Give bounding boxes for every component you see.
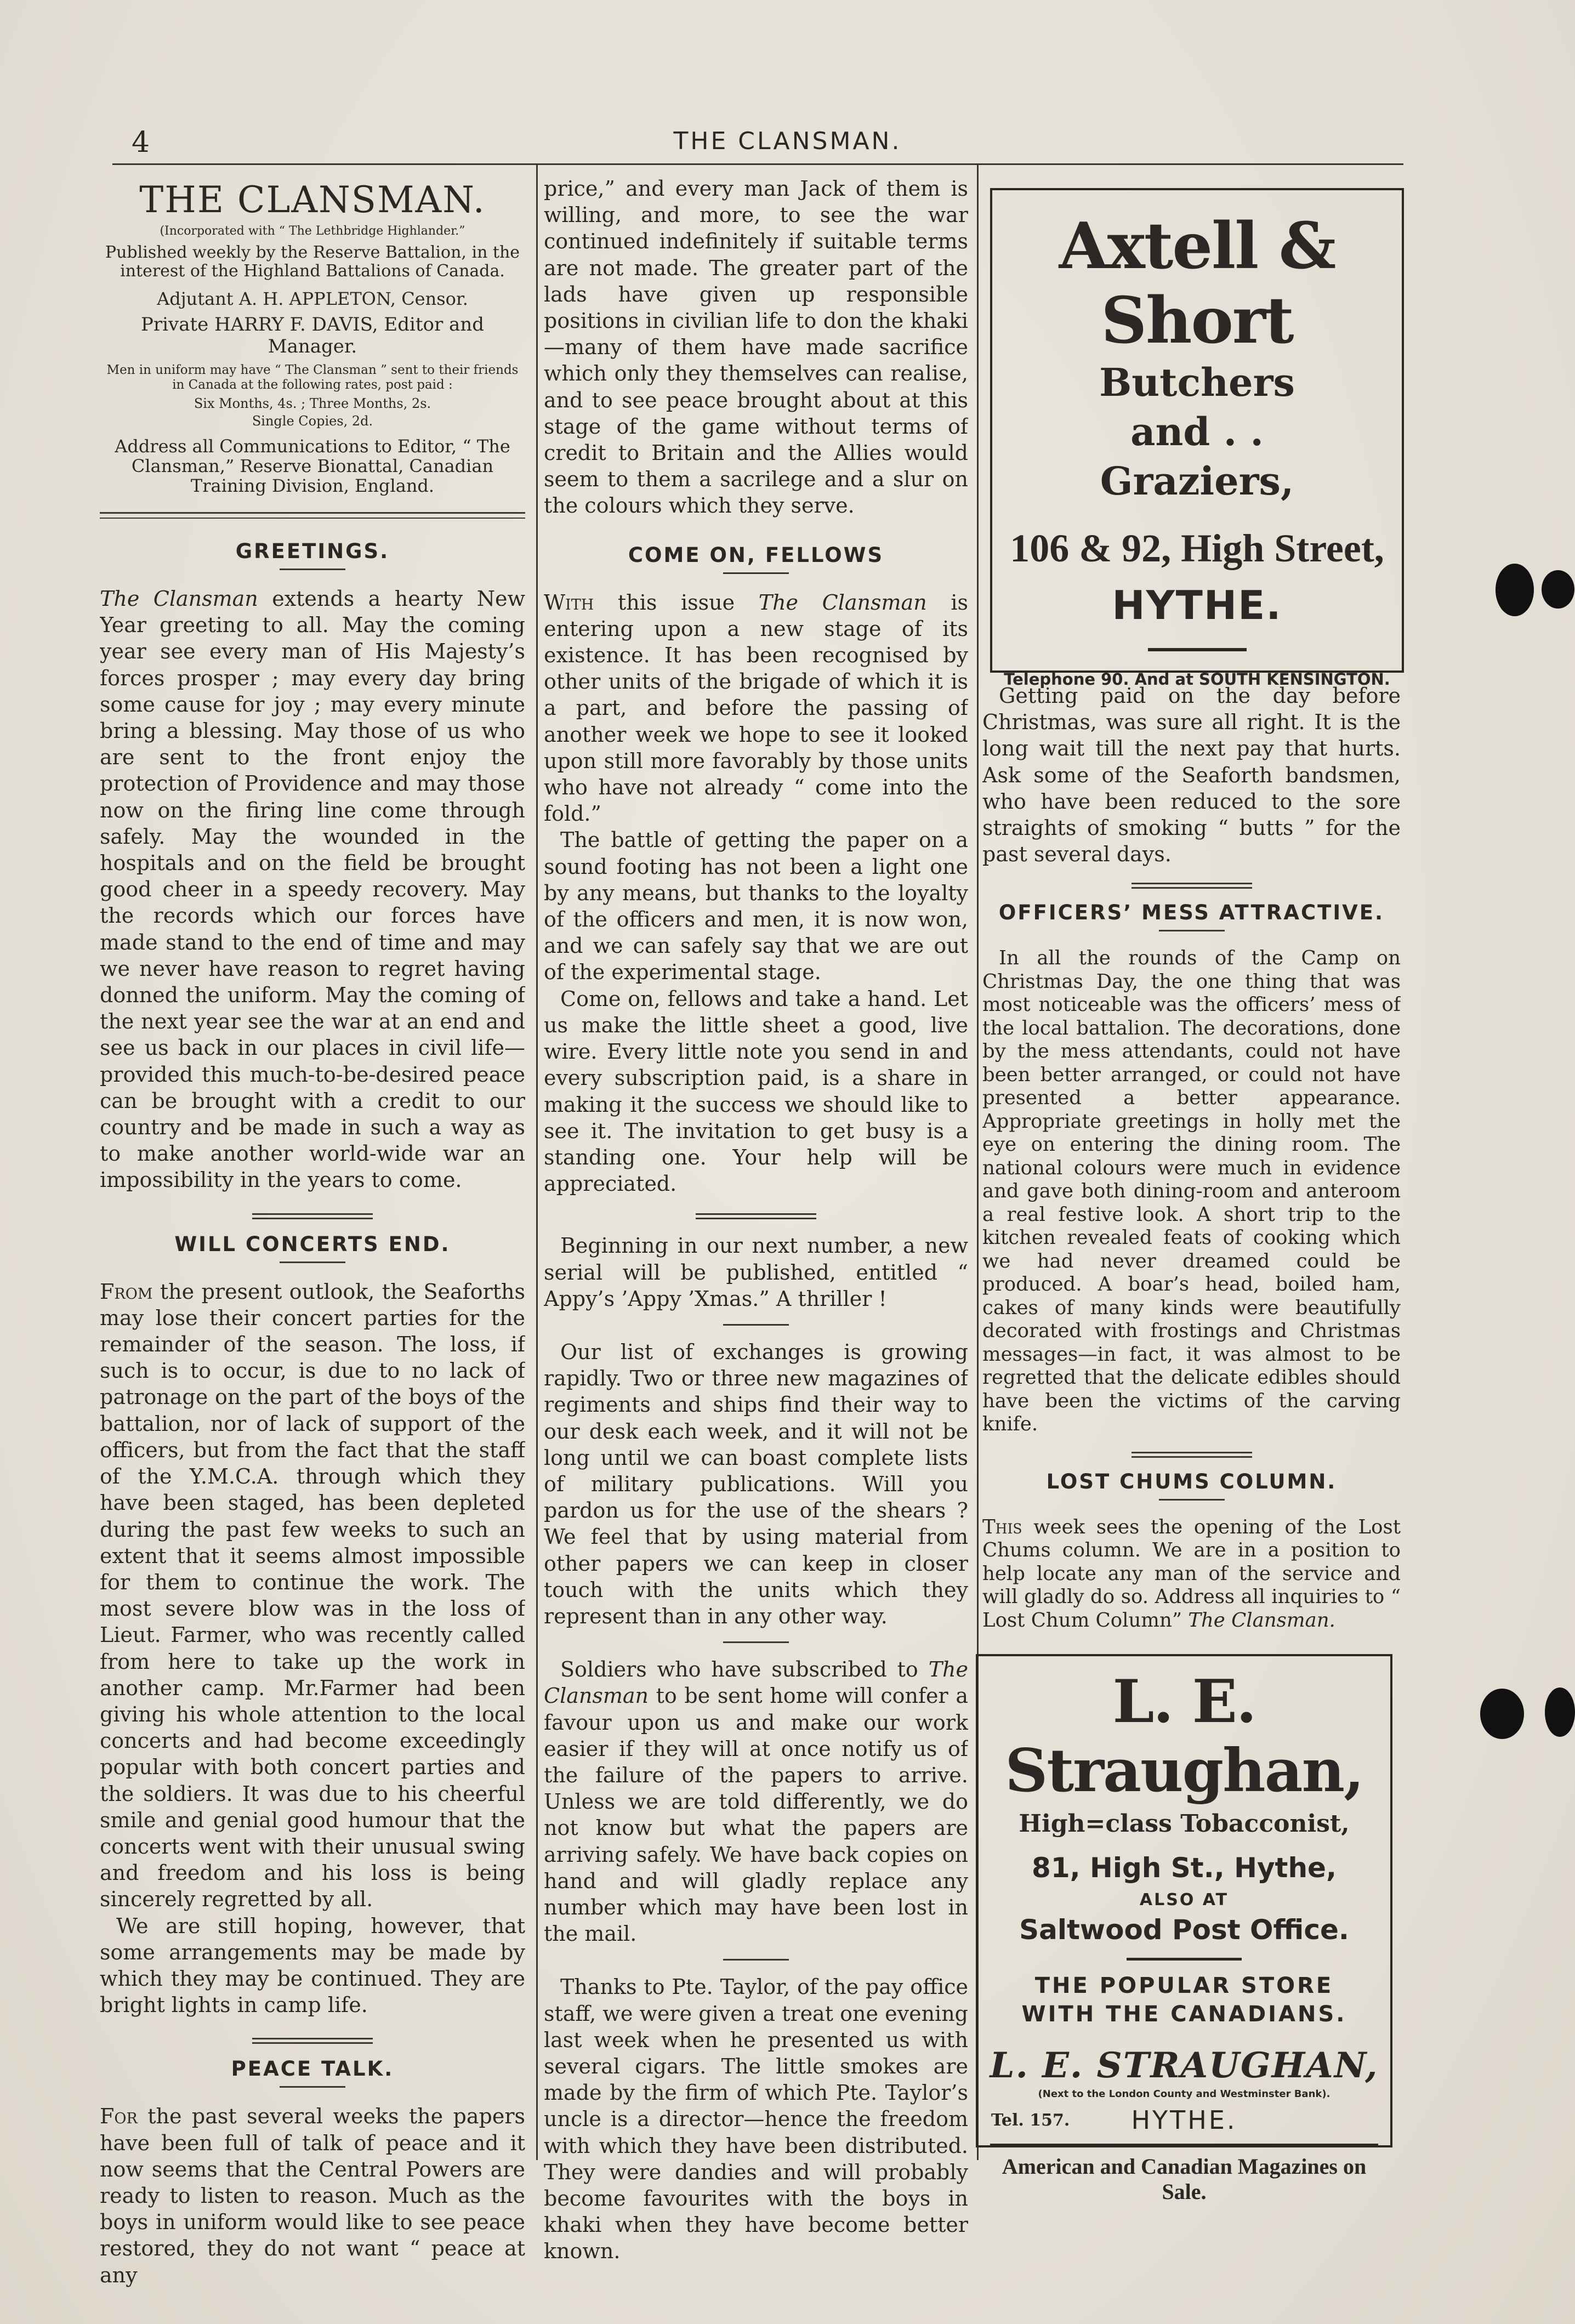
axtell-rule [1148,648,1247,651]
concerts-para-1: From the present outlook, the Seaforths may lose their concert parties for the remainder of the season. The loss, if such is to occur, is due to no lack of patronage on the part of the boys of the battalion, nor of lack of support of the officers, but from the fact that the staff of the Y.M.C.A. through which they have been staged, has been depleted during the past few weeks to such an extent that it seems almost impossible for them to continue the work. The most severe blow was in the loss of Lieut. Farmer, who was recently called from here to take up the work in another camp. Mr.Farmer had been giving his whole attention to the local concerts and had become exceedingly popular with both concert parties and the soldiers. It was due to his cheerful smile and genial good humour that the concerts went with their unusual swing and freedom and his loss is being sincerely regretted by all. [100,1279,525,1912]
straughan-name-2: L. E. STRAUGHAN, [990,2045,1379,2086]
straughan-address: 81, High St., Hythe, [1032,1852,1337,1884]
column-divider-1 [536,164,538,2160]
lost-chums-heading: LOST CHUMS COLUMN. [1046,1469,1337,1493]
come-on-para-2: The battle of getting the paper on a sound footing has not been a light one by any means, but thanks to the loyalty of the officers and men, it is now won, and we can safely say that we are out of the experimental stage. [544,828,968,985]
straughan-also: ALSO AT [1139,1890,1229,1910]
column-1 [100,175,525,2288]
heading-rule [723,572,789,574]
concerts-para-2: We are still hoping, however, that some arrangements may be made by which they may be continued. They are bright lights in camp life. [100,1913,525,2018]
exchanges-note: Our list of exchanges is growing rapidly. Two or three new magazines of regiments and ships find their way to our desk each week, and it will not be long until we can boast complete lists of military publications. Will you pardon us for the use of the shears ? We feel that by using material from other papers we can keep in closer touch with the units which they represent than in any other way. [544,1339,968,1628]
straughan-trade: High=class Tobacconist, [1019,1810,1350,1838]
axtell-line-3: Graziers, [1100,458,1294,504]
straughan-tel-row [978,2103,1390,2136]
masthead-incorporated: (Incorporated with “ The Lethbridge Highlander.” [160,224,465,238]
binding-hole-mark [1542,570,1574,609]
axtell-telephone: Telephone 90. And at SOUTH KENSINGTON. [1004,670,1390,689]
section-double-rule [252,2038,373,2044]
masthead-rule [100,512,525,519]
straughan-rule-2 [990,2144,1378,2145]
item-rule [723,1641,789,1643]
axtell-name: Axtell & Short [1059,209,1335,358]
heading-rule [1159,930,1225,931]
masthead-address: Address all Communications to Editor, “ The Clansman,” Reserve Bionattal, Canadian Training Division, England. [115,436,510,496]
axtell-short-advert [990,188,1404,689]
straughan-post-office: Saltwood Post Office. [1019,1914,1349,1946]
mess-body: In all the rounds of the Camp on Christmas Day, the one thing that was most noticeable was the officers’ mess of the local battalion. The decorations, done by the mess attendants, could not have been better arranged, or could not have presented a better appearance. Appropriate greetings in holly met the eye on entering the dining room. The national colours were much in evidence and gave both dining-room and anteroom a real festive look. A short trip to the kitchen revealed feats of cooking which we had never dreamed could be produced. A boar’s head, boiled ham, cakes of many kinds were beautifully decorated with frostings and Christmas messages—in fact, it was almost to be regretted that the delicate edibles should have been the victims of the carving knife. [982,947,1401,1436]
straughan-town: HYTHE. [1131,2105,1237,2135]
greetings-body: The Clansman extends a hearty New Year greeting to all. May the coming year see every man of His Majesty’s forces prosper ; may every day bring some cause for joy ; may every minute bring a blessing. May those of us who are sent to the front enjoy the protection of Providence and may those now on the firing line come through safely. May the wounded in the hospitals and on the field be brought good cheer in a speedy recovery. May the records which our forces have made stand to the end of time and may we never have reason to regret having donned the uniform. May the coming of the next year see the war at an end and see us back in our places in civil life—provided this much-to-be-desired peace can be brought with a credit to our country and be made in such a way as to make another world-wide war an impossibility in the years to come. [100,587,525,1192]
straughan-popular-2: WITH THE CANADIANS. [1021,2002,1347,2027]
come-on-heading: COME ON, FELLOWS [628,543,884,567]
heading-rule [280,2086,345,2088]
heading-rule [280,1262,345,1263]
section-double-rule [696,1213,816,1219]
straughan-next-to: (Next to the London County and Westminster Bank). [1038,2088,1330,2100]
concerts-heading: WILL CONCERTS END. [174,1232,451,1256]
column-2 [544,175,968,2265]
masthead [100,179,525,496]
peace-body: For the past several weeks the papers have been full of talk of peace and it now seems that the Central Powers are ready to listen to reason. Much as the boys in uniform would like to see peace restored, they do not want “ peace at any [100,2104,525,2287]
come-on-para-3: Come on, fellows and take a hand. Let us make the little sheet a good, live wire. Every little note you send in and every subscription paid, is a share in making it the success we should like to see it. The invitation to get busy is a standing one. Your help will be appreciated. [544,986,968,1196]
header-rule [112,163,1403,165]
item-rule [723,1959,789,1961]
serial-note: Beginning in our next number, a new serial will be published, entitled “ Appy’s ’Appy ’Xmas.” A thriller ! [544,1234,968,1311]
straughan-magazines: American and Canadian Magazines on Sale. [1002,2154,1367,2204]
axtell-address: 106 & 92, High Street, [1010,526,1384,570]
mess-heading: OFFICERS’ MESS ATTRACTIVE. [998,901,1385,925]
axtell-line-2: and . . [1130,409,1264,454]
lost-chums-body: This week sees the opening of the Lost Chums column. We are in a position to help locate any man of the service and will gladly do so. Address all inquiries to “ Lost Chum Column” The Clansman. [982,1515,1401,1632]
straughan-rule [1127,1958,1242,1961]
section-double-rule [252,1213,373,1219]
peace-heading: PEACE TALK. [231,2057,394,2081]
peace-continued: price,” and every man Jack of them is willing, and more, to see the war continued indefinitely if suitable terms are not made. The greater part of the lads have given up responsible positions in civilian life to don the khaki—many of them have made sacrifice which only they themselves can realise, and to see peace brought about at this stage of the game without terms of credit to Britain and the Allies would seem to them a sacrilege and a slur on the colours which they serve. [544,177,968,518]
greetings-heading: GREETINGS. [235,539,390,563]
page-number: 4 [132,126,150,159]
taylor-note: Thanks to Pte. Taylor, of the pay office staff, we were given a treat one evening last week when he presented us with several cigars. The little smokes are made by the firm of which Pte. Taylor’s uncle is a director—hence the freedom with which they have been distributed. They were dandies and will probably become favourites with the boys in khaki when they have become better known. [544,1975,968,2264]
heading-rule [1159,1499,1225,1501]
masthead-published: Published weekly by the Reserve Battalion, in the interest of the Highland Battalions of Canada. [105,243,520,281]
heading-rule [280,569,345,570]
straughan-advert [976,1654,1392,2204]
binding-hole-mark [1496,564,1534,616]
column-3 [982,683,1401,1632]
greetings-lead: The Clansman [100,587,258,611]
section-double-rule [1132,1452,1252,1458]
axtell-town: HYTHE. [1112,582,1282,628]
binding-hole-mark [1480,1689,1524,1739]
running-title: THE CLANSMAN. [673,127,902,155]
straughan-popular-1: THE POPULAR STORE [1034,1973,1334,1998]
masthead-single: Single Copies, 2d. [252,413,373,429]
christmas-pay-note: Getting paid on the day before Christmas, was sure all right. It is the long wait till the next pay that hurts. Ask some of the Seaforth bandsmen, who have been reduced to the sore straights of smoking “ butts ” for the past several days. [982,684,1401,867]
straughan-name: L. E. Straughan, [1005,1667,1363,1805]
masthead-editor: Private HARRY F. DAVIS, Editor and Manager. [141,314,484,357]
axtell-line-1: Butchers [1099,360,1295,405]
subscribers-note: Soldiers who have subscribed to The Clansman to be sent home will confer a favour upon us and make our work easier if they will at once notify us of the failure of the papers to arrive. Unless we are told differently, we do not know but what the papers are arriving safely. We have back copies on hand and will gladly replace any number which may have been lost in the mail. [544,1657,968,1946]
straughan-tel: Tel. 157. [991,2111,1070,2130]
section-double-rule [1132,883,1252,889]
masthead-rates: Six Months, 4s. ; Three Months, 2s. [194,396,431,411]
binding-hole-mark [1545,1687,1575,1737]
masthead-uniform-note: Men in uniform may have “ The Clansman ” sent to their friends in Canada at the following rates, post paid : [106,363,519,392]
masthead-title: THE CLANSMAN. [139,179,486,221]
come-on-para-1: With this issue The Clansman is entering upon a new stage of its existence. It has been recognised by other units of the brigade of which it is a part, and before the passing of another week we hope to see it looked upon still more favorably by those units who have not already “ come into the fold.” [544,590,968,826]
masthead-censor: Adjutant A. H. APPLETON, Censor. [157,288,468,309]
item-rule [723,1324,789,1326]
